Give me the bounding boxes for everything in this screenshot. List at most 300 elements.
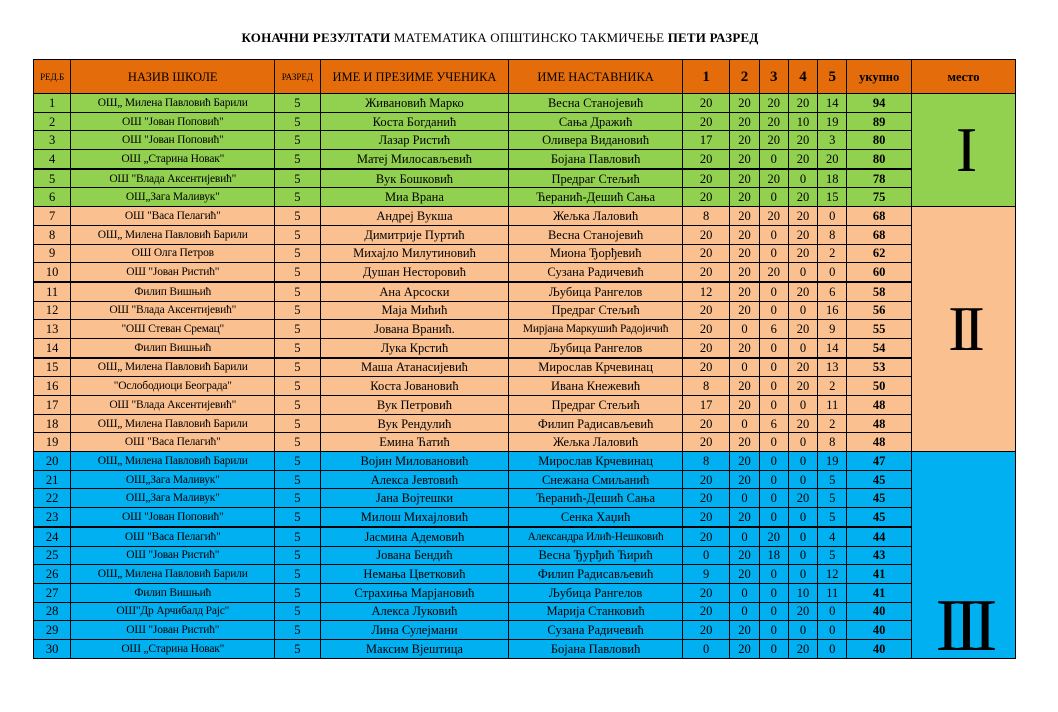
school-cell: ОШ„Зага Маливук" <box>71 470 275 489</box>
student-cell: Јована Вранић. <box>320 320 509 339</box>
teacher-cell: Бојана Павловић <box>509 150 683 169</box>
score-task-4: 10 <box>788 112 817 131</box>
header-grade: РАЗРЕД <box>275 60 320 94</box>
score-task-5: 8 <box>818 433 847 452</box>
score-task-2: 20 <box>730 244 759 263</box>
score-task-4: 0 <box>788 338 817 357</box>
header-student: ИМЕ И ПРЕЗИМЕ УЧЕНИКА <box>320 60 509 94</box>
school-cell: ОШ„ Милена Павловић Барили <box>71 452 275 471</box>
school-cell: ОШ „Старина Новак" <box>71 150 275 169</box>
row-number: 17 <box>34 396 71 415</box>
table-row <box>34 546 1016 565</box>
score-task-2: 0 <box>730 602 759 621</box>
teacher-cell: Љубица Рангелов <box>509 583 683 602</box>
score-task-2: 0 <box>730 414 759 433</box>
table-row <box>34 338 1016 357</box>
score-task-2: 0 <box>730 358 759 377</box>
school-cell: Филип Вишњић <box>71 338 275 357</box>
score-task-5: 0 <box>818 639 847 658</box>
teacher-cell: Миона Ђорђевић <box>509 244 683 263</box>
student-cell: Лина Сулејмани <box>320 621 509 640</box>
school-cell: ОШ„ Милена Павловић Барили <box>71 225 275 244</box>
total-score: 68 <box>847 225 912 244</box>
row-number: 9 <box>34 244 71 263</box>
row-number: 24 <box>34 527 71 546</box>
score-task-1: 8 <box>682 452 729 471</box>
teacher-cell: Мирослав Крчевинац <box>509 358 683 377</box>
teacher-cell: Предраг Стељић <box>509 169 683 188</box>
score-task-1: 9 <box>682 565 729 584</box>
grade-cell: 5 <box>275 188 320 207</box>
row-number: 20 <box>34 452 71 471</box>
score-task-3: 0 <box>759 377 788 396</box>
row-number: 13 <box>34 320 71 339</box>
teacher-cell: Мирјана Маркушић Радојичић <box>509 320 683 339</box>
total-score: 94 <box>847 94 912 113</box>
score-task-3: 0 <box>759 639 788 658</box>
score-task-3: 0 <box>759 621 788 640</box>
student-cell: Максим Вјештица <box>320 639 509 658</box>
teacher-cell: Љубица Рангелов <box>509 282 683 301</box>
total-score: 78 <box>847 169 912 188</box>
teacher-cell: Сенка Хаџић <box>509 508 683 527</box>
grade-cell: 5 <box>275 320 320 339</box>
grade-cell: 5 <box>275 377 320 396</box>
teacher-cell: Предраг Стељић <box>509 301 683 320</box>
score-task-5: 2 <box>818 377 847 396</box>
score-task-5: 13 <box>818 358 847 377</box>
grade-cell: 5 <box>275 489 320 508</box>
score-task-2: 20 <box>730 188 759 207</box>
score-task-1: 8 <box>682 377 729 396</box>
score-task-3: 20 <box>759 112 788 131</box>
school-cell: ОШ "Јован Ристић" <box>71 263 275 282</box>
grade-cell: 5 <box>275 602 320 621</box>
score-task-1: 0 <box>682 639 729 658</box>
school-cell: "ОШ Стеван Сремац" <box>71 320 275 339</box>
total-score: 75 <box>847 188 912 207</box>
score-task-1: 20 <box>682 621 729 640</box>
title-part-1: КОНАЧНИ РЕЗУЛТАТИ <box>241 30 391 45</box>
score-task-5: 5 <box>818 508 847 527</box>
table-row <box>34 414 1016 433</box>
row-number: 2 <box>34 112 71 131</box>
school-cell: ОШ Олга Петров <box>71 244 275 263</box>
header-place: место <box>911 60 1015 94</box>
student-cell: Војин Миловановић <box>320 452 509 471</box>
grade-cell: 5 <box>275 414 320 433</box>
grade-cell: 5 <box>275 263 320 282</box>
table-row <box>34 583 1016 602</box>
grade-cell: 5 <box>275 244 320 263</box>
score-task-4: 0 <box>788 546 817 565</box>
page-title <box>0 30 1000 46</box>
results-table <box>33 59 1016 659</box>
total-score: 62 <box>847 244 912 263</box>
grade-cell: 5 <box>275 546 320 565</box>
score-task-5: 14 <box>818 338 847 357</box>
student-cell: Емина Ћатић <box>320 433 509 452</box>
score-task-4: 20 <box>788 320 817 339</box>
score-task-1: 20 <box>682 583 729 602</box>
grade-cell: 5 <box>275 150 320 169</box>
score-task-1: 20 <box>682 527 729 546</box>
grade-cell: 5 <box>275 112 320 131</box>
teacher-cell: Љубица Рангелов <box>509 338 683 357</box>
teacher-cell: Предраг Стељић <box>509 396 683 415</box>
teacher-cell: Сузана Радичевић <box>509 621 683 640</box>
score-task-3: 0 <box>759 396 788 415</box>
score-task-5: 14 <box>818 94 847 113</box>
student-cell: Маша Атанасијевић <box>320 358 509 377</box>
grade-cell: 5 <box>275 94 320 113</box>
score-task-3: 20 <box>759 131 788 150</box>
grade-cell: 5 <box>275 508 320 527</box>
total-score: 48 <box>847 396 912 415</box>
table-row <box>34 433 1016 452</box>
student-cell: Вук Рендулић <box>320 414 509 433</box>
score-task-4: 20 <box>788 244 817 263</box>
grade-cell: 5 <box>275 433 320 452</box>
grade-cell: 5 <box>275 225 320 244</box>
table-row <box>34 639 1016 658</box>
header-school: НАЗИВ ШКОЛЕ <box>71 60 275 94</box>
table-row <box>34 508 1016 527</box>
teacher-cell: Весна Станојевић <box>509 225 683 244</box>
teacher-cell: Весна Ђурђић Ћирић <box>509 546 683 565</box>
teacher-cell: Оливера Видановић <box>509 131 683 150</box>
score-task-1: 17 <box>682 396 729 415</box>
grade-cell: 5 <box>275 452 320 471</box>
row-number: 5 <box>34 169 71 188</box>
total-score: 60 <box>847 263 912 282</box>
score-task-2: 20 <box>730 396 759 415</box>
school-cell: ОШ "Јован Ристић" <box>71 546 275 565</box>
total-score: 47 <box>847 452 912 471</box>
school-cell: ОШ "Јован Ристић" <box>71 621 275 640</box>
table-row <box>34 244 1016 263</box>
row-number: 23 <box>34 508 71 527</box>
grade-cell: 5 <box>275 358 320 377</box>
score-task-1: 20 <box>682 358 729 377</box>
total-score: 40 <box>847 639 912 658</box>
teacher-cell: Филип Радисављевић <box>509 414 683 433</box>
school-cell: ОШ„ Милена Павловић Барили <box>71 414 275 433</box>
score-task-5: 5 <box>818 470 847 489</box>
score-task-4: 20 <box>788 94 817 113</box>
score-task-5: 19 <box>818 112 847 131</box>
score-task-4: 0 <box>788 527 817 546</box>
results-body <box>34 94 1016 659</box>
score-task-5: 5 <box>818 546 847 565</box>
score-task-1: 20 <box>682 320 729 339</box>
student-cell: Андреј Вукша <box>320 207 509 226</box>
row-number: 19 <box>34 433 71 452</box>
student-cell: Лука Крстић <box>320 338 509 357</box>
grade-cell: 5 <box>275 470 320 489</box>
table-row <box>34 169 1016 188</box>
table-row <box>34 225 1016 244</box>
row-number: 26 <box>34 565 71 584</box>
school-cell: ОШ "Влада Аксентијевић" <box>71 169 275 188</box>
score-task-5: 5 <box>818 489 847 508</box>
score-task-1: 0 <box>682 546 729 565</box>
place-third: III <box>911 452 1015 659</box>
score-task-2: 20 <box>730 131 759 150</box>
score-task-1: 20 <box>682 508 729 527</box>
total-score: 68 <box>847 207 912 226</box>
teacher-cell: Жељка Лаловић <box>509 433 683 452</box>
student-cell: Страхиња Марјановић <box>320 583 509 602</box>
score-task-1: 20 <box>682 414 729 433</box>
table-row <box>34 377 1016 396</box>
score-task-3: 6 <box>759 320 788 339</box>
grade-cell: 5 <box>275 131 320 150</box>
score-task-3: 0 <box>759 508 788 527</box>
teacher-cell: Сања Дражић <box>509 112 683 131</box>
header-task-2: 2 <box>730 60 759 94</box>
score-task-2: 20 <box>730 207 759 226</box>
table-row <box>34 301 1016 320</box>
row-number: 15 <box>34 358 71 377</box>
school-cell: ОШ„Зага Маливук" <box>71 489 275 508</box>
teacher-cell: Ивана Кнежевић <box>509 377 683 396</box>
table-row <box>34 565 1016 584</box>
grade-cell: 5 <box>275 338 320 357</box>
school-cell: ОШ "Васа Пелагић" <box>71 527 275 546</box>
score-task-2: 20 <box>730 225 759 244</box>
score-task-3: 20 <box>759 263 788 282</box>
total-score: 41 <box>847 565 912 584</box>
total-score: 53 <box>847 358 912 377</box>
student-cell: Јасмина Адемовић <box>320 527 509 546</box>
score-task-3: 0 <box>759 565 788 584</box>
score-task-4: 20 <box>788 207 817 226</box>
teacher-cell: Ћеранић-Дешић Сања <box>509 489 683 508</box>
student-cell: Матеј Милосављевић <box>320 150 509 169</box>
score-task-2: 20 <box>730 470 759 489</box>
school-cell: ОШ "Васа Пелагић" <box>71 433 275 452</box>
score-task-2: 20 <box>730 621 759 640</box>
total-score: 80 <box>847 131 912 150</box>
score-task-4: 0 <box>788 621 817 640</box>
teacher-cell: Мирослав Крчевинац <box>509 452 683 471</box>
score-task-1: 20 <box>682 263 729 282</box>
school-cell: ОШ „Старина Новак" <box>71 639 275 658</box>
score-task-5: 15 <box>818 188 847 207</box>
header-task-1: 1 <box>682 60 729 94</box>
student-cell: Вук Бошковић <box>320 169 509 188</box>
student-cell: Јана Војтешки <box>320 489 509 508</box>
school-cell: "Ослободиоци Београда" <box>71 377 275 396</box>
row-number: 7 <box>34 207 71 226</box>
teacher-cell: Александра Илић-Нешковић <box>509 527 683 546</box>
score-task-2: 20 <box>730 433 759 452</box>
score-task-2: 20 <box>730 338 759 357</box>
school-cell: ОШ "Влада Аксентијевић" <box>71 396 275 415</box>
total-score: 48 <box>847 414 912 433</box>
score-task-5: 2 <box>818 414 847 433</box>
table-row <box>34 489 1016 508</box>
score-task-5: 4 <box>818 527 847 546</box>
total-score: 44 <box>847 527 912 546</box>
score-task-5: 11 <box>818 396 847 415</box>
score-task-5: 6 <box>818 282 847 301</box>
row-number: 21 <box>34 470 71 489</box>
score-task-4: 0 <box>788 301 817 320</box>
score-task-5: 12 <box>818 565 847 584</box>
row-number: 30 <box>34 639 71 658</box>
teacher-cell: Весна Станојевић <box>509 94 683 113</box>
score-task-3: 0 <box>759 433 788 452</box>
score-task-1: 20 <box>682 112 729 131</box>
grade-cell: 5 <box>275 565 320 584</box>
score-task-4: 0 <box>788 169 817 188</box>
score-task-5: 19 <box>818 452 847 471</box>
score-task-2: 0 <box>730 583 759 602</box>
teacher-cell: Марија Станковић <box>509 602 683 621</box>
score-task-3: 6 <box>759 414 788 433</box>
score-task-2: 20 <box>730 546 759 565</box>
score-task-3: 0 <box>759 244 788 263</box>
table-row <box>34 282 1016 301</box>
table-row <box>34 358 1016 377</box>
score-task-3: 0 <box>759 489 788 508</box>
row-number: 1 <box>34 94 71 113</box>
score-task-2: 20 <box>730 150 759 169</box>
row-number: 4 <box>34 150 71 169</box>
table-row <box>34 396 1016 415</box>
header-total: укупно <box>847 60 912 94</box>
score-task-2: 20 <box>730 452 759 471</box>
score-task-3: 20 <box>759 94 788 113</box>
score-task-5: 0 <box>818 263 847 282</box>
header-task-3: 3 <box>759 60 788 94</box>
total-score: 41 <box>847 583 912 602</box>
header-task-5: 5 <box>818 60 847 94</box>
school-cell: ОШ"Др Арчибалд Рајс" <box>71 602 275 621</box>
score-task-2: 20 <box>730 282 759 301</box>
score-task-4: 20 <box>788 377 817 396</box>
table-row <box>34 150 1016 169</box>
score-task-4: 20 <box>788 414 817 433</box>
score-task-2: 0 <box>730 489 759 508</box>
score-task-5: 8 <box>818 225 847 244</box>
score-task-4: 20 <box>788 358 817 377</box>
header-rb: РЕД.Б <box>34 60 71 94</box>
grade-cell: 5 <box>275 639 320 658</box>
score-task-4: 0 <box>788 396 817 415</box>
score-task-2: 20 <box>730 565 759 584</box>
row-number: 3 <box>34 131 71 150</box>
grade-cell: 5 <box>275 527 320 546</box>
score-task-2: 20 <box>730 508 759 527</box>
total-score: 45 <box>847 470 912 489</box>
header-teacher: ИМЕ НАСТАВНИКА <box>509 60 683 94</box>
score-task-1: 20 <box>682 489 729 508</box>
table-row <box>34 94 1016 113</box>
total-score: 54 <box>847 338 912 357</box>
score-task-1: 12 <box>682 282 729 301</box>
score-task-3: 0 <box>759 301 788 320</box>
school-cell: ОШ„Зага Маливук" <box>71 188 275 207</box>
score-task-4: 20 <box>788 225 817 244</box>
score-task-3: 20 <box>759 169 788 188</box>
student-cell: Коста Богданић <box>320 112 509 131</box>
score-task-4: 0 <box>788 433 817 452</box>
score-task-1: 20 <box>682 169 729 188</box>
score-task-4: 0 <box>788 565 817 584</box>
school-cell: ОШ "Јован Поповић" <box>71 131 275 150</box>
score-task-4: 20 <box>788 188 817 207</box>
row-number: 14 <box>34 338 71 357</box>
score-task-4: 0 <box>788 470 817 489</box>
score-task-5: 0 <box>818 207 847 226</box>
score-task-1: 20 <box>682 470 729 489</box>
score-task-3: 0 <box>759 150 788 169</box>
score-task-2: 20 <box>730 94 759 113</box>
score-task-3: 0 <box>759 225 788 244</box>
student-cell: Димитрије Пуртић <box>320 225 509 244</box>
score-task-2: 20 <box>730 301 759 320</box>
school-cell: Филип Вишњић <box>71 583 275 602</box>
score-task-5: 9 <box>818 320 847 339</box>
school-cell: ОШ "Јован Поповић" <box>71 508 275 527</box>
score-task-1: 20 <box>682 94 729 113</box>
score-task-1: 20 <box>682 433 729 452</box>
grade-cell: 5 <box>275 621 320 640</box>
score-task-2: 0 <box>730 320 759 339</box>
score-task-4: 20 <box>788 639 817 658</box>
score-task-2: 20 <box>730 169 759 188</box>
score-task-4: 0 <box>788 508 817 527</box>
score-task-1: 20 <box>682 301 729 320</box>
student-cell: Алекса Јевтовић <box>320 470 509 489</box>
score-task-3: 20 <box>759 527 788 546</box>
teacher-cell: Снежана Смиљанић <box>509 470 683 489</box>
student-cell: Маја Мићић <box>320 301 509 320</box>
row-number: 29 <box>34 621 71 640</box>
teacher-cell: Ћеранић-Дешић Сања <box>509 188 683 207</box>
student-cell: Алекса Луковић <box>320 602 509 621</box>
table-row <box>34 112 1016 131</box>
place-second: II <box>911 207 1015 452</box>
row-number: 16 <box>34 377 71 396</box>
score-task-3: 0 <box>759 358 788 377</box>
school-cell: ОШ "Јован Поповић" <box>71 112 275 131</box>
student-cell: Милош Михајловић <box>320 508 509 527</box>
teacher-cell: Филип Радисављевић <box>509 565 683 584</box>
student-cell: Немања Цветковић <box>320 565 509 584</box>
grade-cell: 5 <box>275 396 320 415</box>
score-task-3: 0 <box>759 188 788 207</box>
score-task-4: 0 <box>788 452 817 471</box>
score-task-3: 20 <box>759 207 788 226</box>
score-task-4: 10 <box>788 583 817 602</box>
score-task-1: 17 <box>682 131 729 150</box>
student-cell: Живановић Марко <box>320 94 509 113</box>
row-number: 12 <box>34 301 71 320</box>
school-cell: ОШ„ Милена Павловић Барили <box>71 358 275 377</box>
table-row <box>34 621 1016 640</box>
header-row <box>34 60 1016 94</box>
score-task-2: 20 <box>730 639 759 658</box>
total-score: 48 <box>847 433 912 452</box>
total-score: 58 <box>847 282 912 301</box>
score-task-3: 0 <box>759 452 788 471</box>
grade-cell: 5 <box>275 169 320 188</box>
teacher-cell: Сузана Радичевић <box>509 263 683 282</box>
